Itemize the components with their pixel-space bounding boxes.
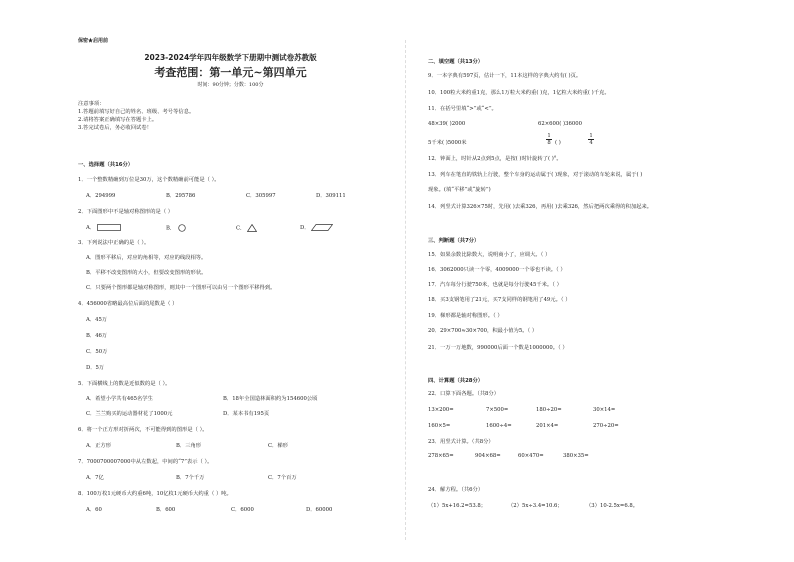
- equation-item: （1）5x+16.2=53.8；: [428, 503, 487, 509]
- option: A．45万: [86, 317, 108, 323]
- fraction-numerator: 1: [547, 133, 551, 139]
- option: [86, 224, 121, 232]
- fraction: [546, 133, 552, 146]
- calc-item: 7×500=: [486, 407, 509, 413]
- notes-item: 1.答题前填写好自己的姓名、班级、考号等信息。: [78, 109, 195, 115]
- question-11: 11．在括号里填“>”或“<”。: [428, 106, 497, 112]
- option: C．只要两个图形都是轴对称图形，则其中一个图形可以由另一个图形平移得到。: [86, 285, 276, 291]
- option: A．7亿: [86, 475, 104, 481]
- calc-item: 270÷20=: [593, 423, 619, 429]
- judge-item: 15．如果余数比除数大，说明商小了，应调大。（ ）: [428, 252, 551, 258]
- notes-item: 2.请将答案正确填写在答题卡上。: [78, 117, 158, 123]
- calc-item: 904×68=: [475, 453, 501, 459]
- option: B．7个千万: [176, 475, 205, 481]
- parallelogram-shape-icon: [311, 224, 333, 231]
- question-1: 1．一个整数精确到万位是30万，这个数精确前可能是（ ）。: [78, 177, 220, 183]
- question-8: 8．100万枚1元硬币大约重6吨，10亿枚1元硬币大约重（ ）吨。: [78, 491, 232, 497]
- question-22: 22．口算下面各题。（共8分）: [428, 391, 500, 397]
- calc-item: 13×200=: [428, 407, 454, 413]
- option: D．309111: [316, 193, 346, 199]
- option: [166, 224, 187, 233]
- option: B．18年全国造林面积约为154600公顷: [223, 396, 318, 402]
- question-24: 24．解方程。（共6分）: [428, 487, 484, 493]
- judge-item: 20．29×700≈30×700，积最小值为5。（ ）: [428, 328, 538, 334]
- option: A．正方形: [86, 443, 112, 449]
- section-title: 二、填空题（共13分）: [428, 59, 484, 65]
- question-13-cont: 现象。(填“平移”或“旋转”): [428, 187, 491, 193]
- calc-item: 380×35=: [563, 453, 589, 459]
- circle-shape-icon: [177, 224, 187, 232]
- question-6: 6．将一个正方形对折两次，不可能得到的图形是（ ）。: [78, 427, 208, 433]
- rectangle-shape-icon: [97, 224, 121, 231]
- judge-item: 16．3062000只读一个零，4009000一个零也不读。（ ）: [428, 267, 566, 273]
- option: A．图形平移后，对应的角相等，对应的线段相等。: [86, 255, 207, 261]
- option: B．46万: [86, 333, 108, 339]
- judge-item: 19．梯形都是轴对称图形。（ ）: [428, 313, 503, 319]
- notes-item: 3.答完试卷后，务必收回试卷！: [78, 125, 152, 131]
- question-5: 5．下面横线上的数是近似数的是（ ）。: [78, 381, 171, 387]
- option: C．7个百万: [268, 475, 297, 481]
- judge-item: 18．买3支钢笔用了21元，买7支同样的钢笔用了49元。（ ）: [428, 297, 571, 303]
- option: C．6000: [231, 507, 254, 513]
- question-9: 9．一本字典有597页，估计一下，11本这样的字典大约有( )页。: [428, 73, 582, 79]
- fraction-denominator: 4: [589, 140, 593, 146]
- option: B．600: [156, 507, 176, 513]
- compare-paren: ( ): [555, 140, 561, 146]
- compare-item: 5千米( )5000米: [428, 140, 467, 146]
- equation-item: （2）5x÷3.4=10.6；: [508, 503, 563, 509]
- question-3: 3．下列说法中正确的是（ ）。: [78, 240, 150, 246]
- option: D．60000: [306, 507, 333, 513]
- question-2: 2．下面图形中不是轴对称图形的是（ ）: [78, 209, 174, 215]
- secret-label: 保密★启用前: [78, 38, 109, 44]
- fraction-numerator: 1: [589, 133, 593, 139]
- option: A．希望小学共有465名学生: [86, 396, 153, 402]
- option: C．50万: [86, 349, 108, 355]
- option: B．平移不改变图形的大小，但要改变图形的形状。: [86, 270, 207, 276]
- section-title: 一、选择题（共16分）: [78, 162, 134, 168]
- option-label: D．: [300, 225, 310, 231]
- notes-title: 注意事项：: [78, 101, 105, 107]
- time-info: 时间：90分钟；分数：100分: [197, 82, 264, 88]
- option: C．305997: [246, 193, 276, 199]
- question-4: 4．456000省略最高位后面的尾数是（ ）: [78, 301, 178, 307]
- calc-item: 201×4=: [536, 423, 559, 429]
- judge-item: 21．一万一万地数，990000后面一个数是1000000。（ ）: [428, 345, 568, 351]
- section-title: 三、判断题（共7分）: [428, 238, 480, 244]
- equation-item: （3）10-2.5x=6.8。: [586, 503, 639, 509]
- calc-item: 1600÷4=: [486, 423, 512, 429]
- option: D．某本书有195页: [223, 411, 270, 417]
- option: D．5万: [86, 365, 105, 371]
- triangle-shape-icon: [247, 224, 257, 232]
- compare-item: 62×600( )36000: [538, 121, 582, 127]
- column-divider: [405, 40, 406, 540]
- question-14: 14．列竖式计算326×75时，先用( )去乘326，再用( )去乘326，然后把两次乘得的积加起来。: [428, 204, 653, 210]
- calc-item: 278×65=: [428, 453, 454, 459]
- option: A．294999: [86, 193, 116, 199]
- calc-item: 30×14=: [593, 407, 616, 413]
- option: C．梯形: [268, 443, 288, 449]
- fraction: [588, 133, 594, 146]
- fraction-denominator: 8: [547, 140, 551, 146]
- option-label: C．: [236, 225, 246, 232]
- exam-title: 2023-2024学年四年级数学下册期中测试卷苏教版: [144, 53, 317, 62]
- option: A．60: [86, 507, 102, 513]
- section-title: 四、计算题（共28分）: [428, 378, 484, 384]
- option: B．295786: [166, 193, 196, 199]
- question-23: 23．用竖式计算。（共8分）: [428, 439, 494, 445]
- question-7: 7．7000700007000中从左数起，中间的“7”表示（ ）。: [78, 459, 213, 465]
- option: [300, 224, 333, 232]
- option: C．兰兰购买的运动器材花了1000元: [86, 411, 173, 417]
- option: B．三角形: [176, 443, 202, 449]
- option: [236, 224, 257, 233]
- judge-item: 17．汽车每分行驶750米，也就是每分行驶45千米。（ ）: [428, 282, 562, 288]
- option-label: B．: [166, 225, 176, 232]
- question-13: 13．列车在笔直的铁轨上行驶，整个车身的运动属于( )现象，对于滚动的车轮来说，属于( ): [428, 172, 643, 178]
- question-10: 10．100粒大米约重1克，那么1万粒大米约重( )克，1亿粒大米约重( )千克。: [428, 90, 610, 96]
- option-label: A．: [86, 225, 96, 231]
- compare-item: 48×39( )2000: [428, 121, 466, 127]
- question-12: 12．钟面上，时针从2点到5点，是按( )时针旋转了( )°。: [428, 156, 562, 162]
- calc-item: 160×5=: [428, 423, 451, 429]
- calc-item: 60×470=: [518, 453, 544, 459]
- calc-item: 180÷20=: [536, 407, 562, 413]
- exam-scope: 考查范围：第一单元~第四单元: [154, 66, 307, 79]
